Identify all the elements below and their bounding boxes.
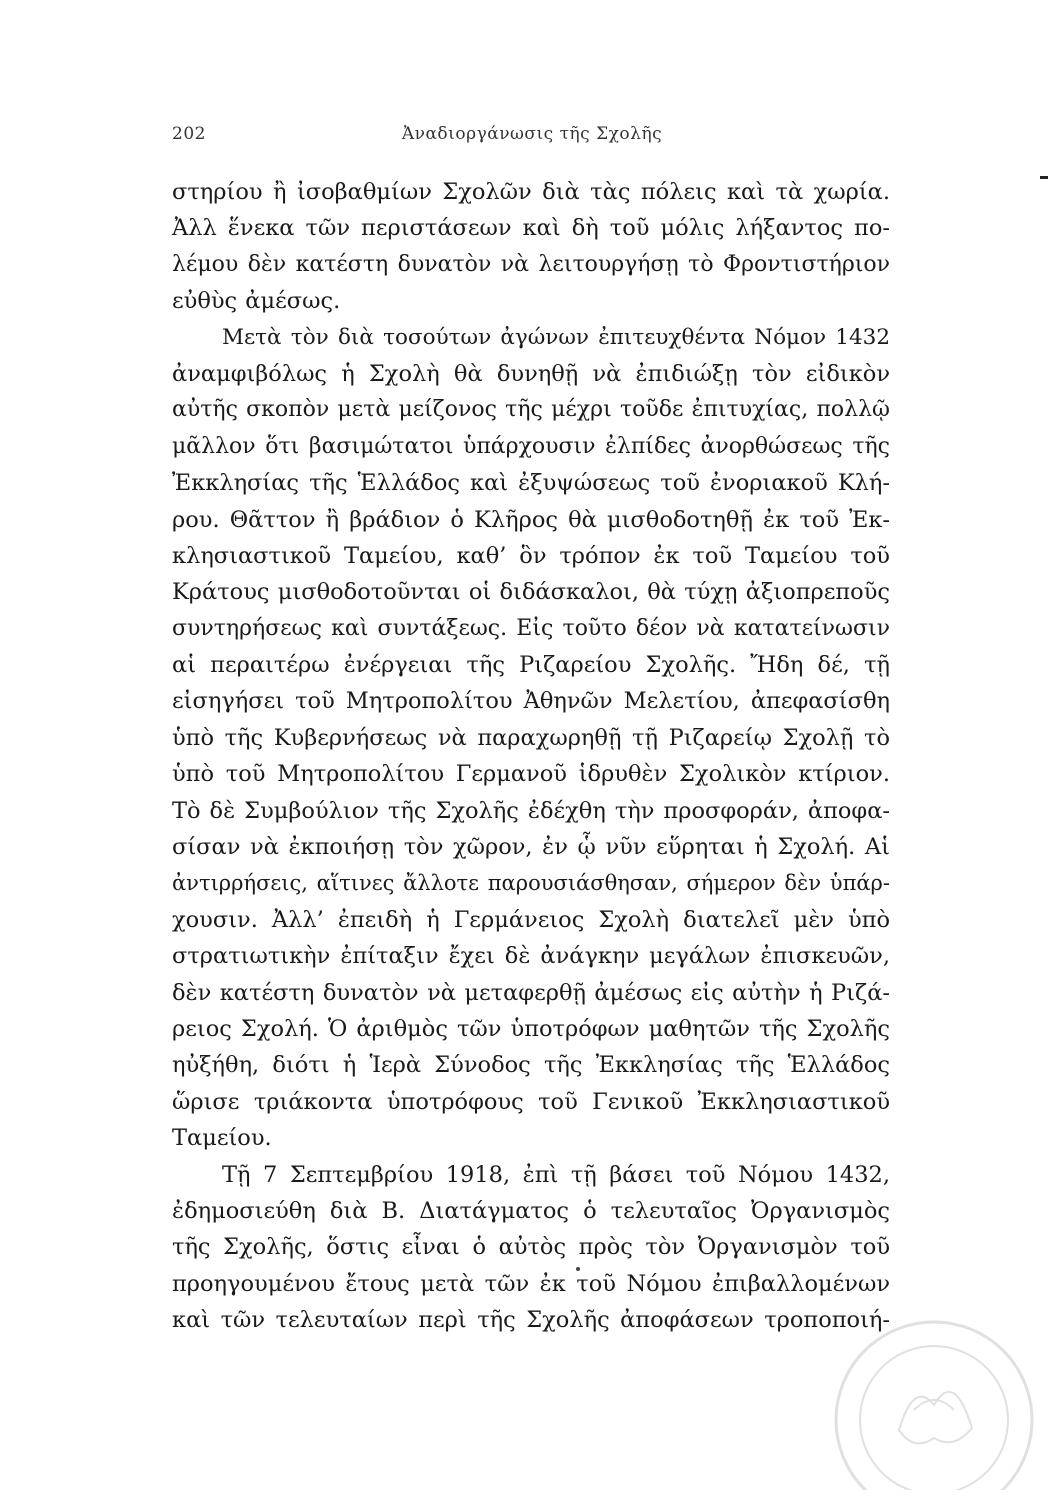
text-line: μᾶλλον ὅτι βασιμώτατοι ὑπάρχουσιν ἐλπίδες ἀνορθώσεως τῆς: [172, 433, 890, 459]
text-line: δὲν κατέστη δυνατὸν νὰ μεταφερθῇ ἀμέσως εἰς αὐτὴν ἡ Ριζά-: [172, 979, 890, 1006]
stray-dot-mark: [576, 1267, 580, 1271]
text-line: Τῇ 7 Σεπτεμβρίου 1918, ἐπὶ τῇ βάσει τοῦ Νόμου 1432,: [222, 1161, 890, 1188]
text-line: Τὸ δὲ Συμβούλιον τῆς Σχολῆς ἐδέχθη τὴν προσφοράν, ἀποφα-: [172, 797, 890, 824]
text-line: καὶ τῶν τελευταίων περὶ τῆς Σχολῆς ἀποφάσεων τροποποιή-: [172, 1307, 890, 1334]
text-line: τῆς Σχολῆς, ὅστις εἶναι ὁ αὐτὸς πρὸς τὸν Ὀργανισμὸν τοῦ: [172, 1234, 890, 1261]
text-line: ἀναμφιβόλως ἡ Σχολὴ θὰ δυνηθῇ νὰ ἐπιδιώξῃ τὸν εἰδικὸν: [172, 360, 890, 387]
text-line: εὐθὺς ἀμέσως.: [172, 288, 341, 315]
text-line: ρου. Θᾶττον ἢ βράδιον ὁ Κλῆρος θὰ μισθοδοτηθῇ ἐκ τοῦ Ἐκ-: [172, 506, 890, 533]
text-line: αὐτῆς σκοπὸν μετὰ μείζονος τῆς μέχρι τοῦδε ἐπιτυχίας, πολλῷ: [172, 397, 890, 423]
stray-margin-mark: [1040, 176, 1048, 179]
text-line: συντηρήσεως καὶ συντάξεως. Εἰς τοῦτο δέον νὰ κατατείνωσιν: [172, 615, 890, 641]
text-line: στρατιωτικὴν ἐπίταξιν ἔχει δὲ ἀνάγκην μεγάλων ἐπισκευῶν,: [172, 943, 890, 970]
text-line: Κράτους μισθοδοτοῦνται οἱ διδάσκαλοι, θὰ τύχῃ ἀξιοπρεποῦς: [172, 579, 890, 606]
text-line: χουσιν. Ἀλλ’ ἐπειδὴ ἡ Γερμάνειος Σχολὴ διατελεῖ μὲν ὑπὸ: [172, 906, 890, 933]
text-line: λέμου δὲν κατέστη δυνατὸν νὰ λειτουργήσῃ τὸ Φροντιστήριον: [172, 251, 890, 277]
text-line: ὑπὸ τῆς Κυβερνήσεως νὰ παραχωρηθῇ τῇ Ριζαρείῳ Σχολῇ τὸ: [172, 724, 890, 751]
text-line: ηὐξήθη, διότι ἡ Ἱερὰ Σύνοδος τῆς Ἐκκλησίας τῆς Ἑλλάδος: [172, 1052, 890, 1079]
text-line: Ἀλλ ἕνεκα τῶν περιστάσεων καὶ δὴ τοῦ μόλις λήξαντος πο-: [172, 215, 890, 242]
text-line: Μετὰ τὸν διὰ τοσούτων ἀγώνων ἐπιτευχθέντα Νόμον 1432: [222, 324, 890, 350]
text-line: Ἐκκλησίας τῆς Ἑλλάδος καὶ ἐξυψώσεως τοῦ ἐνοριακοῦ Κλή-: [172, 470, 890, 497]
page-header: [172, 124, 892, 154]
running-head: Ἀναδιοργάνωσις τῆς Σχολῆς: [401, 124, 663, 144]
text-line: ἐδημοσιεύθη διὰ Β. Διατάγματος ὁ τελευταῖος Ὀργανισμὸς: [172, 1197, 890, 1224]
text-line: Ταμείου.: [172, 1125, 272, 1152]
text-line: στηρίου ἢ ἰσοβαθμίων Σχολῶν διὰ τὰς πόλεις καὶ τὰ χωρία.: [172, 179, 890, 205]
library-seal-icon: [814, 1310, 1044, 1490]
text-line: ρειος Σχολή. Ὁ ἀριθμὸς τῶν ὑποτρόφων μαθητῶν τῆς Σχολῆς: [172, 1015, 890, 1042]
text-line: κλησιαστικοῦ Ταμείου, καθ’ ὃν τρόπον ἐκ τοῦ Ταμείου τοῦ: [172, 542, 890, 569]
text-line: εἰσηγήσει τοῦ Μητροπολίτου Ἀθηνῶν Μελετίου, ἀπεφασίσθη: [172, 688, 890, 715]
page-number: 202: [172, 124, 206, 144]
body-text: [172, 174, 890, 1339]
text-line: προηγουμένου ἔτους μετὰ τῶν ἐκ τοῦ Νόμου ἐπιβαλλομένων: [172, 1270, 890, 1297]
text-line: ὑπὸ τοῦ Μητροπολίτου Γερμανοῦ ἱδρυθὲν Σχολικὸν κτίριον.: [172, 761, 890, 788]
text-line: αἱ περαιτέρω ἐνέργειαι τῆς Ριζαρείου Σχολῆς. Ἤδη δέ, τῇ: [172, 652, 890, 679]
text-line: σίσαν νὰ ἐκποιήσῃ τὸν χῶρον, ἐν ᾧ νῦν εὕρηται ἡ Σχολή. Αἱ: [172, 834, 890, 861]
text-line: ὥρισε τριάκοντα ὑποτρόφους τοῦ Γενικοῦ Ἐκκλησιαστικοῦ: [172, 1088, 890, 1115]
text-line: ἀντιρρήσεις, αἵτινες ἄλλοτε παρουσιάσθησαν, σήμερον δὲν ὑπάρ-: [172, 871, 890, 896]
